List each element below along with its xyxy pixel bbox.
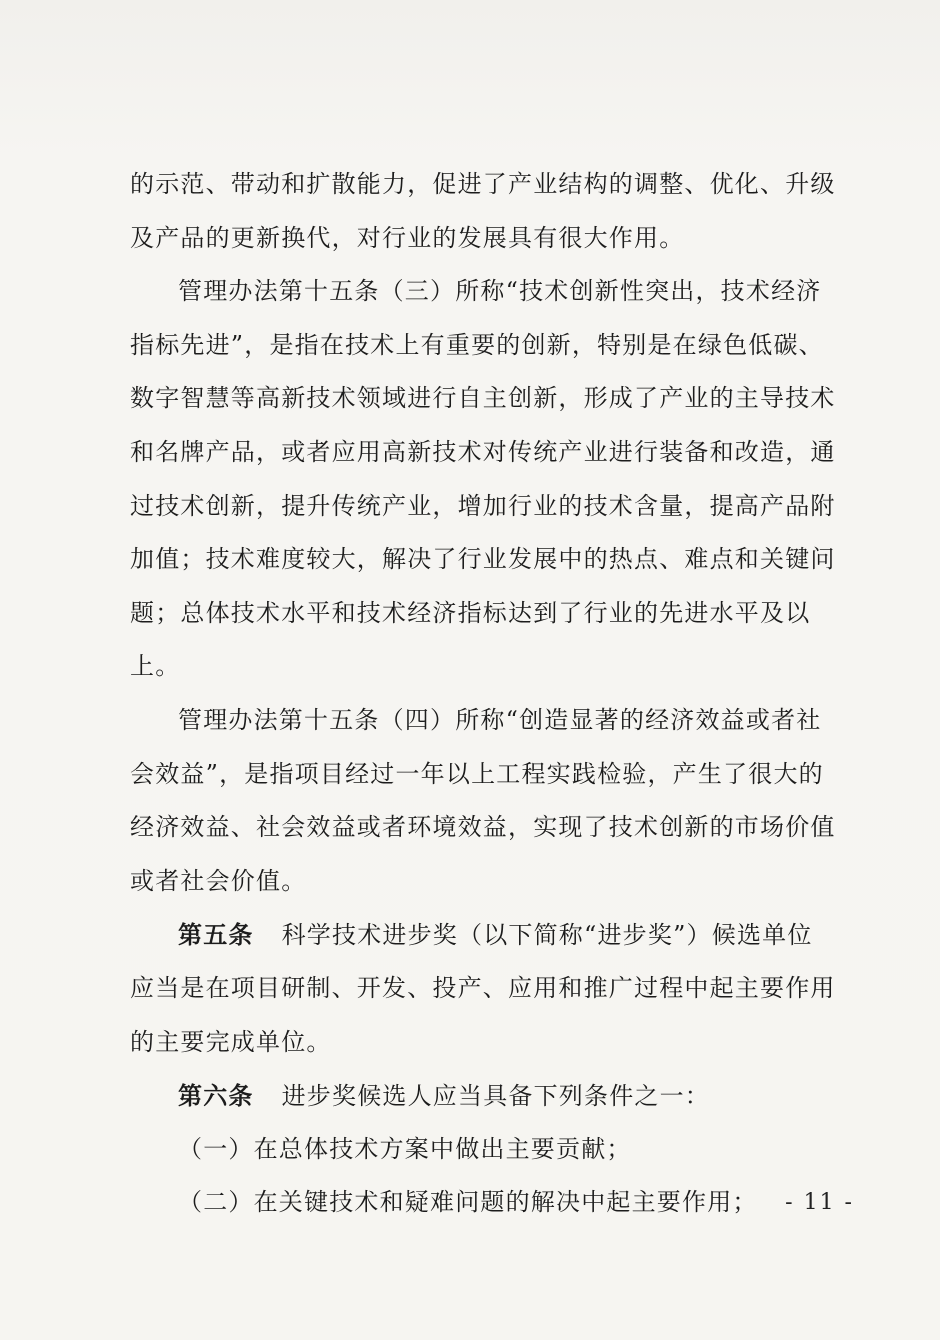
text-line: 题；总体技术水平和技术经济指标达到了行业的先进水平及以 — [130, 598, 811, 627]
text-line: 和名牌产品，或者应用高新技术对传统产业进行装备和改造，通 — [130, 437, 836, 466]
article-6-text: 进步奖候选人应当具备下列条件之一： — [281, 1082, 711, 1111]
document-body — [130, 158, 848, 1230]
article-5-line — [130, 908, 848, 962]
text-line: 应当是在项目研制、开发、投产、应用和推广过程中起主要作用 — [130, 973, 836, 1002]
text-line: 的主要完成单位。 — [130, 1027, 332, 1056]
text-line: 管理办法第十五条（三）所称“技术创新性突出，技术经济 — [178, 277, 822, 306]
text-line: 数字智慧等高新技术领域进行自主创新，形成了产业的主导技术 — [130, 384, 836, 413]
text-line: 经济效益、社会效益或者环境效益，实现了技术创新的市场价值 — [130, 813, 836, 842]
article-6-line — [130, 1069, 848, 1123]
text-line: 或者社会价值。 — [130, 866, 307, 895]
text-line: 加值；技术难度较大，解决了行业发展中的热点、难点和关键问 — [130, 545, 836, 574]
text-line: 指标先进”，是指在技术上有重要的创新，特别是在绿色低碳、 — [130, 330, 824, 359]
text-line: 的示范、带动和扩散能力，促进了产业结构的调整、优化、升级 — [130, 170, 836, 198]
list-item: （一）在总体技术方案中做出主要贡献； — [178, 1134, 632, 1163]
page-number: - 11 - — [785, 1190, 854, 1215]
text-line: 会效益”，是指项目经过一年以上工程实践检验，产生了很大的 — [130, 759, 824, 788]
article-6-label: 第六条 — [178, 1081, 254, 1111]
text-line: 上。 — [130, 652, 181, 681]
text-line: 及产品的更新换代，对行业的发展具有很大作用。 — [130, 223, 685, 252]
text-line: 过技术创新，提升传统产业，增加行业的技术含量，提高产品附 — [130, 491, 836, 520]
text-line: 管理办法第十五条（四）所称“创造显著的经济效益或者社 — [178, 705, 822, 734]
article-5-label: 第五条 — [178, 920, 254, 950]
list-item: （二）在关键技术和疑难问题的解决中起主要作用； — [178, 1188, 758, 1217]
article-5-text: 科学技术进步奖（以下简称“进步奖”）候选单位 — [281, 921, 813, 950]
